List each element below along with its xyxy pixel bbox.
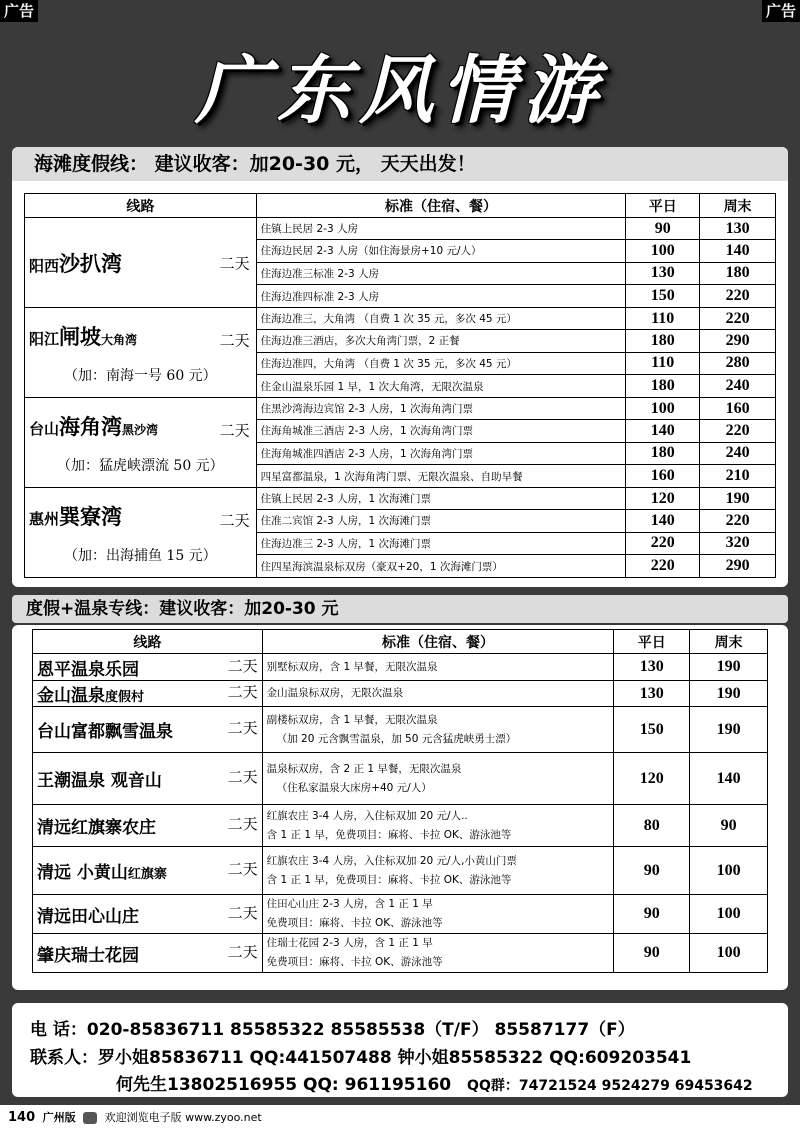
ad-label-right: 广告: [762, 0, 800, 22]
route-region: 阳江: [29, 329, 60, 348]
weekday-price: 160: [626, 465, 700, 488]
weekend-price: 220: [700, 420, 776, 443]
weekday-price: 180: [626, 375, 700, 398]
edition: 广州版: [42, 1111, 76, 1124]
route-note: （加：出海捕鱼 15 元）: [63, 547, 217, 564]
spa-route-cell: [33, 895, 263, 934]
logo-icon: [83, 1112, 97, 1124]
spa-route-suffix: 度假村: [105, 690, 145, 705]
weekday-price: 120: [614, 753, 690, 805]
standard-cell: 住准二宾馆 2-3 人房，1 次海滩门票: [256, 510, 626, 533]
route-name: [29, 501, 252, 531]
standard-cell: 住海边民居 2-3 人房（如住海景房+10 元/人）: [256, 240, 626, 263]
spa-route-days: 二天: [227, 815, 258, 833]
route-name: [29, 248, 252, 278]
standard-cell: 住海边准三，大角湾 （自费 1 次 35 元，多次 45 元）: [256, 308, 626, 330]
contact-persons: 罗小姐85836711 QQ:441507488 钟小姐85585322 QQ:609203541: [98, 1048, 692, 1068]
spa-route-days: 二天: [227, 683, 258, 701]
spa-route-days: 二天: [227, 656, 258, 675]
contact-he: 何先生13802516955 QQ: 961195160: [116, 1075, 452, 1095]
weekday-price: 180: [626, 442, 700, 465]
standard-cell: [262, 805, 614, 847]
weekend-price: 180: [700, 262, 776, 285]
contact-phone-line: [30, 1015, 635, 1040]
weekday-price: 90: [614, 847, 690, 895]
weekend-price: 290: [700, 330, 776, 353]
standard-cell: 住海边准三标准 2-3 人房: [256, 262, 626, 285]
standard-cell: 住镇上民居 2-3 人房: [256, 218, 626, 240]
ad-label-left: 广告: [0, 0, 38, 22]
standard-cell: 住黑沙湾海边宾馆 2-3 人房，1 次海角湾门票: [256, 398, 626, 420]
route-note: （加：南海一号 60 元）: [63, 367, 217, 384]
weekend-price: 100: [690, 847, 768, 895]
footer: [8, 1109, 262, 1125]
weekday-price: 110: [626, 352, 700, 375]
standard-line: 金山温泉标双房，无限次温泉: [266, 687, 404, 699]
route-name: [29, 411, 252, 441]
contact-person-line-2: [116, 1070, 753, 1095]
weekday-price: 180: [626, 330, 700, 353]
standard-cell: [262, 895, 614, 934]
weekend-price: 130: [700, 218, 776, 240]
spa-route-name: 台山富都飘雪温泉: [37, 722, 173, 742]
standard-cell: [262, 847, 614, 895]
weekend-price: 240: [700, 375, 776, 398]
weekend-price: 100: [690, 895, 768, 934]
hotspring-section: [12, 625, 788, 990]
standard-line: 住瑞士花园 2-3 人房，含 1 正 1 早: [266, 937, 433, 949]
table-row: [25, 308, 776, 330]
spa-route-days: 二天: [227, 860, 258, 878]
header-route: 线路: [25, 194, 257, 218]
route-cell: [25, 488, 257, 578]
weekend-price: 210: [700, 465, 776, 488]
weekday-price: 120: [626, 488, 700, 510]
standard-line: 红旗农庄 3-4 人房，入住标双加 20 元/人,小黄山门票: [266, 854, 517, 867]
contact-person-line: [30, 1043, 691, 1068]
header-weekday: 平日: [614, 630, 690, 654]
weekday-price: 90: [614, 895, 690, 934]
spa-route-days: 二天: [227, 768, 258, 786]
route-main: 巽寮湾: [59, 504, 123, 529]
beach-banner: 海滩度假线： 建议收客：加20-30 元， 天天出发！: [12, 147, 788, 181]
standard-line: 别墅标双房，含 1 早餐，无限次温泉: [266, 660, 438, 673]
standard-cell: 住海边准三酒店，多次大角湾门票，2 正餐: [256, 330, 626, 353]
weekday-price: 100: [626, 398, 700, 420]
site-text: 欢迎浏览电子版 www.zyoo.net: [104, 1111, 262, 1124]
standard-cell: 住海边准四标准 2-3 人房: [256, 285, 626, 308]
table-row: [33, 654, 768, 681]
spa-route-cell: [33, 654, 263, 681]
route-region: 阳西: [29, 256, 60, 275]
weekday-price: 110: [626, 308, 700, 330]
route-main: 海角湾: [59, 414, 123, 439]
route-days: 二天: [219, 331, 250, 350]
weekday-price: 100: [626, 240, 700, 263]
contact-panel: [12, 1003, 788, 1097]
standard-line: 温泉标双房，含 2 正 1 早餐，无限次温泉: [266, 762, 462, 775]
table-row: [33, 805, 768, 847]
phone-numbers: 020-85836711 85585322 85585538（T/F） 85587177（F）: [86, 1020, 635, 1040]
weekend-price: 160: [700, 398, 776, 420]
table-row: [33, 753, 768, 805]
standard-line: 红旗农庄 3-4 人房，入住标双加 20 元/人..: [266, 809, 468, 822]
spa-route-days: 二天: [227, 903, 258, 922]
spa-route-cell: [33, 934, 263, 973]
standard-cell: 住金山温泉乐园 1 早，1 次大角湾，无限次温泉: [256, 375, 626, 398]
table-row: [33, 934, 768, 973]
spa-route-name: 王潮温泉 观音山: [37, 771, 162, 791]
route-name: [29, 321, 252, 351]
weekend-price: 140: [700, 240, 776, 263]
spa-route-cell: [33, 753, 263, 805]
standard-cell: [262, 681, 614, 707]
weekday-price: 90: [614, 934, 690, 973]
weekday-price: 130: [626, 262, 700, 285]
standard-cell: 住海角城准三酒店 2-3 人房，1 次海角湾门票: [256, 420, 626, 443]
standard-line: 免费项目：麻将、卡拉 OK、游泳池等: [266, 956, 443, 968]
route-days: 二天: [219, 511, 250, 530]
spa-route-cell: [33, 847, 263, 895]
weekday-price: 130: [614, 681, 690, 707]
standard-line: 免费项目：麻将、卡拉 OK、游泳池等: [266, 917, 443, 929]
table-row: [33, 707, 768, 753]
weekend-price: 90: [690, 805, 768, 847]
beach-table: [24, 193, 776, 578]
header-standard: 标准（住宿、餐）: [262, 630, 614, 654]
standard-cell: [262, 707, 614, 753]
weekend-price: 190: [700, 488, 776, 510]
route-cell: [25, 218, 257, 308]
standard-line: （加 20 元含飘雪温泉，加 50 元含猛虎峡勇士漂）: [276, 732, 517, 745]
route-note: （加：猛虎峡漂流 50 元）: [56, 457, 224, 474]
qq-group: QQ群：74721524 9524279 69453642: [467, 1078, 753, 1094]
standard-line: （住私家温泉大床房+40 元/人）: [276, 781, 432, 794]
spa-route-name: 清远田心山庄: [37, 906, 139, 927]
hotspring-table: [32, 629, 768, 973]
standard-line: 住田心山庄 2-3 人房，含 1 正 1 早: [266, 898, 433, 910]
route-days: 二天: [219, 254, 250, 272]
weekend-price: 240: [700, 442, 776, 465]
weekday-price: 220: [626, 532, 700, 555]
phone-label: 电 话：: [30, 1020, 87, 1040]
contact-label: 联系人：: [30, 1048, 98, 1068]
page-title: 广东风情游: [195, 48, 605, 134]
spa-route-cell: [33, 805, 263, 847]
weekend-price: 190: [690, 681, 768, 707]
spa-route-cell: [33, 681, 263, 707]
header-route: 线路: [33, 630, 263, 654]
route-days: 二天: [219, 421, 250, 440]
spa-route-name: 清远 小黄山: [37, 863, 128, 883]
standard-cell: 住四星海滨温泉标双房（豪双+20，1 次海滩门票）: [256, 555, 626, 578]
beach-section: [12, 147, 788, 587]
standard-line: 含 1 正 1 早，免费项目：麻将、卡拉 OK、游泳池等: [266, 873, 512, 886]
spa-route-days: 二天: [227, 942, 258, 961]
spa-route-days: 二天: [227, 719, 258, 737]
route-region: 台山: [29, 419, 60, 438]
standard-cell: 四星富都温泉，1 次海角湾门票、无限次温泉、自助早餐: [256, 465, 626, 488]
header-standard: 标准（住宿、餐）: [256, 194, 626, 218]
standard-line: 副楼标双房，含 1 早餐，无限次温泉: [266, 713, 438, 726]
weekend-price: 320: [700, 532, 776, 555]
table-row: [25, 488, 776, 510]
route-main: 闸坡: [59, 324, 102, 349]
spa-route-name: 肇庆瑞士花园: [37, 945, 139, 966]
standard-cell: 住海边准三 2-3 人房，1 次海滩门票: [256, 532, 626, 555]
header-weekday: 平日: [626, 194, 700, 218]
route-sub: 黑沙湾: [122, 422, 159, 437]
route-region: 惠州: [29, 509, 60, 528]
spa-route-cell: [33, 707, 263, 753]
standard-cell: [262, 934, 614, 973]
weekend-price: 220: [700, 285, 776, 308]
route-sub: 大角湾: [101, 332, 138, 347]
weekday-price: 150: [614, 707, 690, 753]
table-row: [25, 218, 776, 240]
header-weekend: 周末: [700, 194, 776, 218]
standard-cell: 住镇上民居 2-3 人房，1 次海滩门票: [256, 488, 626, 510]
header-weekend: 周末: [690, 630, 768, 654]
route-main: 沙扒湾: [59, 251, 123, 276]
weekday-price: 220: [626, 555, 700, 578]
table-row: [33, 681, 768, 707]
weekend-price: 190: [690, 707, 768, 753]
hotspring-banner: 度假+温泉专线：建议收客：加20-30 元: [12, 595, 788, 623]
weekend-price: 290: [700, 555, 776, 578]
weekday-price: 80: [614, 805, 690, 847]
weekend-price: 220: [700, 308, 776, 330]
standard-cell: [262, 753, 614, 805]
weekday-price: 140: [626, 510, 700, 533]
table-row: [33, 847, 768, 895]
weekend-price: 100: [690, 934, 768, 973]
spa-route-name: 恩平温泉乐园: [37, 659, 139, 680]
weekday-price: 130: [614, 654, 690, 681]
standard-cell: 住海角城准四酒店 2-3 人房，1 次海角湾门票: [256, 442, 626, 465]
weekday-price: 150: [626, 285, 700, 308]
standard-cell: 住海边准四，大角湾 （自费 1 次 35 元，多次 45 元）: [256, 352, 626, 375]
spa-route-name: 金山温泉: [37, 686, 105, 706]
weekend-price: 140: [690, 753, 768, 805]
spa-route-name: 清远红旗寨农庄: [37, 818, 156, 838]
page-number: 140: [8, 1110, 36, 1125]
route-cell: [25, 398, 257, 488]
weekday-price: 90: [626, 218, 700, 240]
standard-cell: [262, 654, 614, 681]
table-row: [25, 398, 776, 420]
table-row: [33, 895, 768, 934]
weekend-price: 220: [700, 510, 776, 533]
weekend-price: 190: [690, 654, 768, 681]
weekday-price: 140: [626, 420, 700, 443]
route-cell: [25, 308, 257, 398]
weekend-price: 280: [700, 352, 776, 375]
standard-line: 含 1 正 1 早，免费项目：麻将、卡拉 OK、游泳池等: [266, 828, 512, 841]
spa-route-suffix: 红旗寨: [127, 867, 167, 882]
